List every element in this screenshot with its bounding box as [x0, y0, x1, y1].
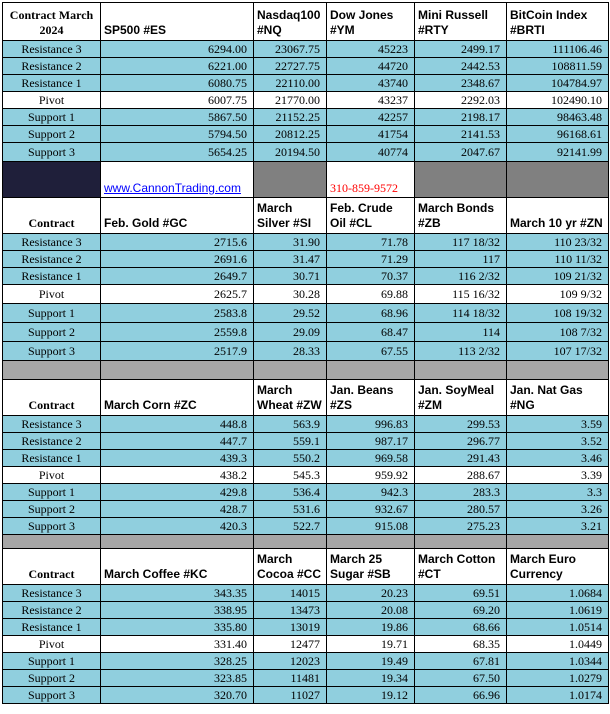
table-row — [3, 126, 609, 143]
level-value: 107 17/32 — [507, 342, 609, 361]
level-label: Pivot — [3, 636, 101, 653]
table-row — [3, 670, 609, 687]
contract-header: Contract — [3, 549, 101, 585]
contact-spacer — [3, 162, 101, 198]
table-row — [3, 58, 609, 75]
level-label: Support 1 — [3, 484, 101, 501]
level-value: 115 16/32 — [415, 285, 507, 304]
divider-cell — [254, 535, 327, 549]
level-value: 69.20 — [415, 602, 507, 619]
level-label: Resistance 1 — [3, 75, 101, 92]
level-label: Pivot — [3, 285, 101, 304]
level-value: 6294.00 — [101, 41, 254, 58]
level-value: 71.78 — [327, 234, 415, 251]
level-label: Support 2 — [3, 501, 101, 518]
level-value: 3.39 — [507, 467, 609, 484]
table-row — [3, 75, 609, 92]
level-value: 5794.50 — [101, 126, 254, 143]
table-row — [3, 687, 609, 704]
contact-spacer — [254, 162, 327, 198]
level-value: 110 23/32 — [507, 234, 609, 251]
level-value: 559.1 — [254, 433, 327, 450]
level-value: 28.33 — [254, 342, 327, 361]
level-value: 67.50 — [415, 670, 507, 687]
level-value: 6080.75 — [101, 75, 254, 92]
phone-number: 310-859-9572 — [330, 181, 398, 195]
level-value: 448.8 — [101, 416, 254, 433]
contact-spacer — [415, 162, 507, 198]
level-value: 545.3 — [254, 467, 327, 484]
level-value: 96168.61 — [507, 126, 609, 143]
section-header-row — [3, 3, 609, 41]
level-value: 3.52 — [507, 433, 609, 450]
instrument-header: Feb. Crude Oil #CL — [327, 198, 415, 234]
level-value: 21152.25 — [254, 109, 327, 126]
level-value: 19.86 — [327, 619, 415, 636]
instrument-header: Jan. Nat Gas #NG — [507, 380, 609, 416]
contact-spacer — [507, 162, 609, 198]
instrument-header: March Bonds #ZB — [415, 198, 507, 234]
level-value: 102490.10 — [507, 92, 609, 109]
level-value: 108 7/32 — [507, 323, 609, 342]
table-row — [3, 304, 609, 323]
level-value: 932.67 — [327, 501, 415, 518]
level-value: 20.23 — [327, 585, 415, 602]
table-row — [3, 636, 609, 653]
level-value: 13473 — [254, 602, 327, 619]
divider-cell — [3, 361, 101, 380]
level-value: 114 — [415, 323, 507, 342]
level-value: 2517.9 — [101, 342, 254, 361]
level-label: Support 1 — [3, 653, 101, 670]
level-value: 12023 — [254, 653, 327, 670]
website-cell — [101, 162, 254, 198]
level-value: 71.29 — [327, 251, 415, 268]
level-label: Resistance 2 — [3, 251, 101, 268]
level-value: 2442.53 — [415, 58, 507, 75]
level-label: Support 1 — [3, 304, 101, 323]
table-row — [3, 41, 609, 58]
divider-cell — [327, 535, 415, 549]
level-value: 70.37 — [327, 268, 415, 285]
level-value: 40774 — [327, 143, 415, 162]
instrument-header: March Euro Currency — [507, 549, 609, 585]
level-label: Resistance 2 — [3, 602, 101, 619]
level-value: 14015 — [254, 585, 327, 602]
level-value: 19.12 — [327, 687, 415, 704]
level-value: 20812.25 — [254, 126, 327, 143]
level-value: 522.7 — [254, 518, 327, 535]
level-value: 338.95 — [101, 602, 254, 619]
level-value: 2047.67 — [415, 143, 507, 162]
level-value: 288.67 — [415, 467, 507, 484]
divider-cell — [101, 361, 254, 380]
table-row — [3, 323, 609, 342]
level-value: 67.55 — [327, 342, 415, 361]
table-row — [3, 251, 609, 268]
level-value: 30.71 — [254, 268, 327, 285]
level-value: 320.70 — [101, 687, 254, 704]
table-row — [3, 484, 609, 501]
level-label: Resistance 3 — [3, 585, 101, 602]
level-value: 104784.97 — [507, 75, 609, 92]
level-value: 429.8 — [101, 484, 254, 501]
phone-cell — [327, 162, 415, 198]
level-value: 109 9/32 — [507, 285, 609, 304]
instrument-header: March Coffee #KC — [101, 549, 254, 585]
table-row — [3, 653, 609, 670]
level-value: 111106.46 — [507, 41, 609, 58]
level-value: 113 2/32 — [415, 342, 507, 361]
level-value: 1.0344 — [507, 653, 609, 670]
level-value: 3.3 — [507, 484, 609, 501]
level-label: Support 2 — [3, 670, 101, 687]
level-value: 42257 — [327, 109, 415, 126]
level-value: 987.17 — [327, 433, 415, 450]
level-label: Support 3 — [3, 342, 101, 361]
level-value: 439.3 — [101, 450, 254, 467]
level-value: 67.81 — [415, 653, 507, 670]
level-value: 563.9 — [254, 416, 327, 433]
level-value: 1.0174 — [507, 687, 609, 704]
level-value: 3.59 — [507, 416, 609, 433]
level-value: 66.96 — [415, 687, 507, 704]
level-label: Pivot — [3, 467, 101, 484]
level-value: 22727.75 — [254, 58, 327, 75]
contact-row — [3, 162, 609, 198]
level-value: 299.53 — [415, 416, 507, 433]
level-label: Support 3 — [3, 143, 101, 162]
level-value: 116 2/32 — [415, 268, 507, 285]
level-value: 3.21 — [507, 518, 609, 535]
level-value: 92141.99 — [507, 143, 609, 162]
level-value: 2625.7 — [101, 285, 254, 304]
level-value: 550.2 — [254, 450, 327, 467]
table-row — [3, 268, 609, 285]
level-value: 43740 — [327, 75, 415, 92]
level-value: 19.49 — [327, 653, 415, 670]
level-value: 19.71 — [327, 636, 415, 653]
level-value: 31.90 — [254, 234, 327, 251]
table-row — [3, 143, 609, 162]
level-value: 2499.17 — [415, 41, 507, 58]
table-row — [3, 433, 609, 450]
level-label: Resistance 1 — [3, 268, 101, 285]
level-value: 447.7 — [101, 433, 254, 450]
level-label: Resistance 3 — [3, 41, 101, 58]
level-value: 283.3 — [415, 484, 507, 501]
level-value: 428.7 — [101, 501, 254, 518]
instrument-header: March Silver #SI — [254, 198, 327, 234]
level-value: 1.0449 — [507, 636, 609, 653]
level-value: 44720 — [327, 58, 415, 75]
level-value: 108 19/32 — [507, 304, 609, 323]
level-label: Resistance 3 — [3, 234, 101, 251]
level-value: 420.3 — [101, 518, 254, 535]
contract-header: Contract March 2024 — [3, 3, 101, 41]
level-value: 531.6 — [254, 501, 327, 518]
level-value: 43237 — [327, 92, 415, 109]
table-row — [3, 109, 609, 126]
level-value: 41754 — [327, 126, 415, 143]
level-value: 2691.6 — [101, 251, 254, 268]
level-value: 2559.8 — [101, 323, 254, 342]
level-value: 98463.48 — [507, 109, 609, 126]
instrument-header: SP500 #ES — [101, 3, 254, 41]
level-label: Support 1 — [3, 109, 101, 126]
divider-cell — [254, 361, 327, 380]
contract-header: Contract — [3, 198, 101, 234]
level-value: 3.46 — [507, 450, 609, 467]
level-value: 69.51 — [415, 585, 507, 602]
level-label: Support 2 — [3, 126, 101, 143]
level-value: 275.23 — [415, 518, 507, 535]
level-value: 45223 — [327, 41, 415, 58]
table-row — [3, 416, 609, 433]
level-value: 343.35 — [101, 585, 254, 602]
level-value: 13019 — [254, 619, 327, 636]
level-value: 31.47 — [254, 251, 327, 268]
level-value: 296.77 — [415, 433, 507, 450]
section-header-row — [3, 380, 609, 416]
level-label: Resistance 3 — [3, 416, 101, 433]
level-value: 1.0619 — [507, 602, 609, 619]
level-label: Resistance 2 — [3, 433, 101, 450]
level-value: 68.96 — [327, 304, 415, 323]
table-row — [3, 501, 609, 518]
instrument-header: March Cotton #CT — [415, 549, 507, 585]
level-label: Resistance 1 — [3, 450, 101, 467]
instrument-header: March Corn #ZC — [101, 380, 254, 416]
level-value: 1.0279 — [507, 670, 609, 687]
level-value: 942.3 — [327, 484, 415, 501]
level-value: 117 — [415, 251, 507, 268]
level-value: 11481 — [254, 670, 327, 687]
table-row — [3, 585, 609, 602]
level-value: 5867.50 — [101, 109, 254, 126]
instrument-header: Dow Jones #YM — [327, 3, 415, 41]
level-value: 335.80 — [101, 619, 254, 636]
instrument-header: March Cocoa #CC — [254, 549, 327, 585]
level-value: 108811.59 — [507, 58, 609, 75]
divider-cell — [415, 535, 507, 549]
table-row — [3, 602, 609, 619]
pivot-levels-table — [2, 2, 609, 704]
instrument-header: Mini Russell #RTY — [415, 3, 507, 41]
level-value: 11027 — [254, 687, 327, 704]
table-row — [3, 234, 609, 251]
table-row — [3, 467, 609, 484]
table-row — [3, 619, 609, 636]
instrument-header: Jan. SoyMeal #ZM — [415, 380, 507, 416]
instrument-header: BitCoin Index #BRTI — [507, 3, 609, 41]
level-value: 68.66 — [415, 619, 507, 636]
pivot-levels-sheet — [2, 2, 608, 704]
level-value: 291.43 — [415, 450, 507, 467]
level-value: 2715.6 — [101, 234, 254, 251]
level-label: Support 3 — [3, 687, 101, 704]
level-label: Resistance 2 — [3, 58, 101, 75]
level-value: 536.4 — [254, 484, 327, 501]
level-value: 3.26 — [507, 501, 609, 518]
level-value: 21770.00 — [254, 92, 327, 109]
table-row — [3, 92, 609, 109]
level-value: 68.35 — [415, 636, 507, 653]
level-value: 20194.50 — [254, 143, 327, 162]
level-value: 2583.8 — [101, 304, 254, 323]
divider-cell — [415, 361, 507, 380]
contract-header: Contract — [3, 380, 101, 416]
section-divider — [3, 361, 609, 380]
level-value: 331.40 — [101, 636, 254, 653]
level-label: Pivot — [3, 92, 101, 109]
instrument-header: Feb. Gold #GC — [101, 198, 254, 234]
level-value: 19.34 — [327, 670, 415, 687]
level-label: Resistance 1 — [3, 619, 101, 636]
level-value: 29.09 — [254, 323, 327, 342]
level-value: 996.83 — [327, 416, 415, 433]
level-value: 959.92 — [327, 467, 415, 484]
instrument-header: Nasdaq100 #NQ — [254, 3, 327, 41]
level-value: 280.57 — [415, 501, 507, 518]
instrument-header: March 10 yr #ZN — [507, 198, 609, 234]
table-row — [3, 450, 609, 467]
level-value: 5654.25 — [101, 143, 254, 162]
level-value: 2141.53 — [415, 126, 507, 143]
level-value: 69.88 — [327, 285, 415, 304]
divider-cell — [507, 361, 609, 380]
divider-cell — [101, 535, 254, 549]
website-link[interactable]: www.CannonTrading.com — [104, 181, 241, 195]
level-value: 23067.75 — [254, 41, 327, 58]
level-value: 2292.03 — [415, 92, 507, 109]
divider-cell — [3, 535, 101, 549]
level-value: 29.52 — [254, 304, 327, 323]
level-value: 2649.7 — [101, 268, 254, 285]
level-value: 6221.00 — [101, 58, 254, 75]
level-label: Support 3 — [3, 518, 101, 535]
level-value: 68.47 — [327, 323, 415, 342]
table-row — [3, 285, 609, 304]
section-header-row — [3, 198, 609, 234]
instrument-header: Jan. Beans #ZS — [327, 380, 415, 416]
section-header-row — [3, 549, 609, 585]
instrument-header: March Wheat #ZW — [254, 380, 327, 416]
level-value: 915.08 — [327, 518, 415, 535]
level-value: 110 11/32 — [507, 251, 609, 268]
level-value: 1.0514 — [507, 619, 609, 636]
level-value: 20.08 — [327, 602, 415, 619]
divider-cell — [327, 361, 415, 380]
level-value: 114 18/32 — [415, 304, 507, 323]
level-value: 1.0684 — [507, 585, 609, 602]
level-value: 12477 — [254, 636, 327, 653]
level-value: 117 18/32 — [415, 234, 507, 251]
level-value: 438.2 — [101, 467, 254, 484]
level-value: 328.25 — [101, 653, 254, 670]
level-value: 22110.00 — [254, 75, 327, 92]
level-label: Support 2 — [3, 323, 101, 342]
level-value: 109 21/32 — [507, 268, 609, 285]
level-value: 6007.75 — [101, 92, 254, 109]
level-value: 2348.67 — [415, 75, 507, 92]
level-value: 2198.17 — [415, 109, 507, 126]
level-value: 30.28 — [254, 285, 327, 304]
divider-cell — [507, 535, 609, 549]
section-divider — [3, 535, 609, 549]
level-value: 323.85 — [101, 670, 254, 687]
table-row — [3, 518, 609, 535]
level-value: 969.58 — [327, 450, 415, 467]
table-row — [3, 342, 609, 361]
instrument-header: March 25 Sugar #SB — [327, 549, 415, 585]
